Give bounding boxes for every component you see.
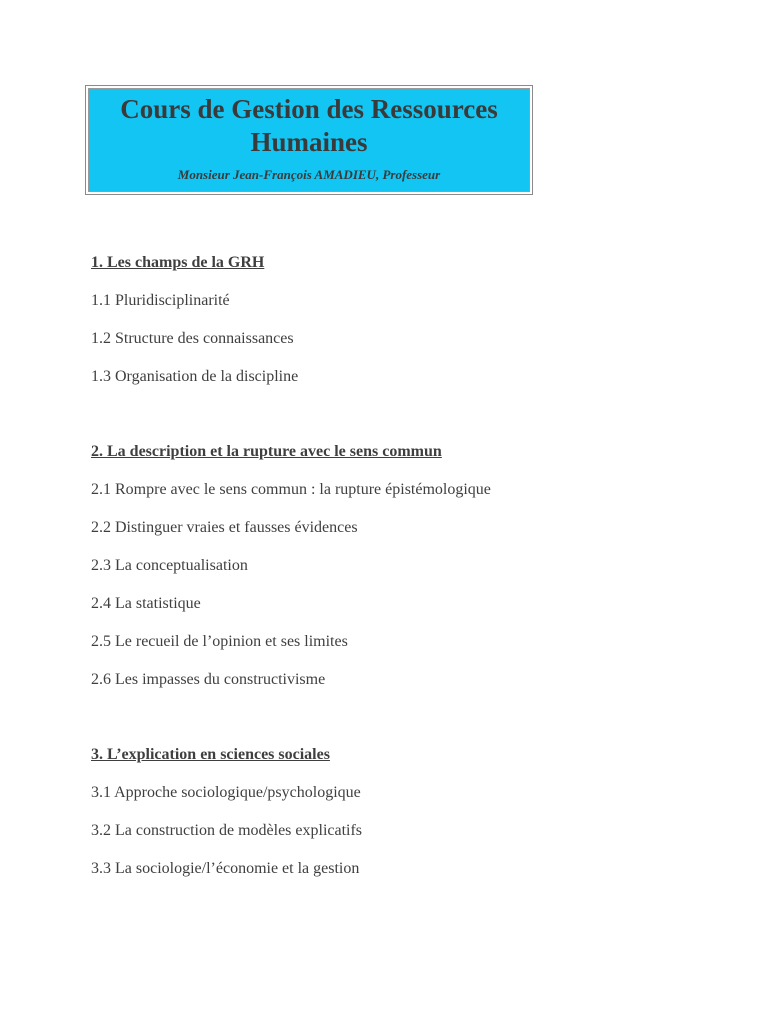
section-2	[91, 429, 711, 695]
toc-item: 1.2 Structure des connaissances	[91, 330, 294, 347]
section-3	[91, 732, 711, 884]
section-heading: 2. La description et la rupture avec le sens commun	[91, 443, 442, 460]
document-title: Cours de Gestion des Ressources Humaines	[120, 94, 498, 157]
title-box	[85, 85, 533, 195]
toc-item: 3.2 La construction de modèles explicatifs	[91, 822, 363, 839]
section-heading: 3. L’explication en sciences sociales	[91, 746, 330, 763]
toc-item: 2.5 Le recueil de l’opinion et ses limites	[91, 633, 348, 650]
toc-item: 2.4 La statistique	[91, 595, 201, 612]
toc-item: 2.3 La conceptualisation	[91, 557, 248, 574]
toc-item: 2.6 Les impasses du constructivisme	[91, 671, 326, 688]
toc-item: 2.1 Rompre avec le sens commun : la rupture épistémologique	[91, 481, 491, 498]
toc-item: 1.1 Pluridisciplinarité	[91, 292, 230, 309]
toc-item: 3.1 Approche sociologique/psychologique	[91, 784, 361, 801]
section-1	[91, 240, 711, 392]
title-banner	[88, 88, 530, 192]
author-line: Monsieur Jean-François AMADIEU, Professeur	[177, 167, 441, 182]
toc-item: 2.2 Distinguer vraies et fausses évidences	[91, 519, 358, 536]
table-of-contents	[91, 240, 711, 921]
toc-item: 3.3 La sociologie/l’économie et la gestion	[91, 860, 360, 877]
section-heading: 1. Les champs de la GRH	[91, 254, 265, 271]
toc-item: 1.3 Organisation de la discipline	[91, 368, 299, 385]
